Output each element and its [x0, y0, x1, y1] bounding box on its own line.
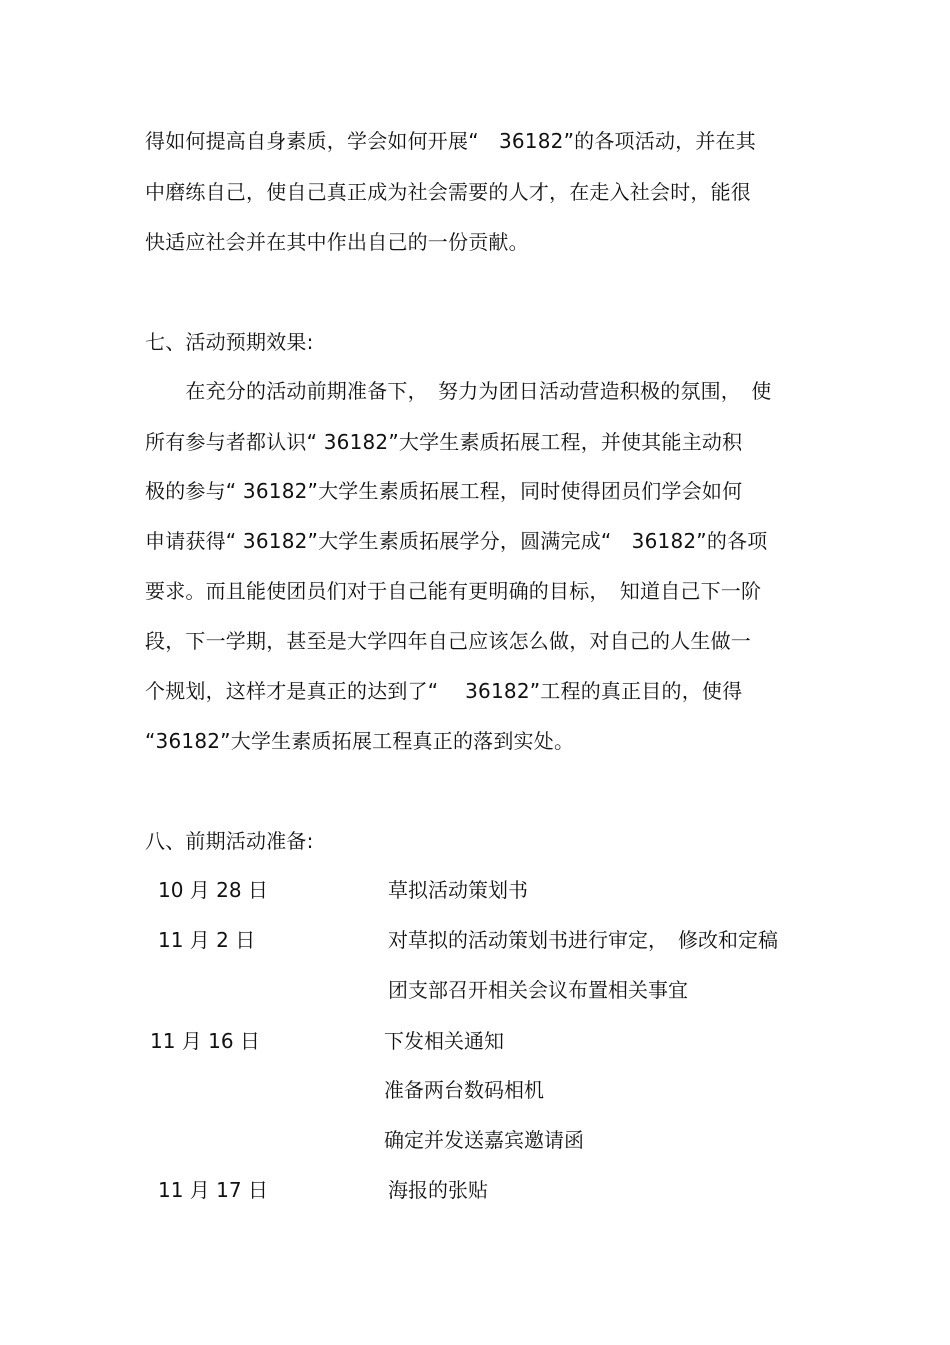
schedule-task: 对草拟的活动策划书进行审定， 修改和定稿	[388, 928, 778, 952]
paragraph-line: 段，下一学期，甚至是大学四年自己应该怎么做，对自己的人生做一	[145, 629, 751, 653]
schedule-task: 草拟活动策划书	[388, 878, 528, 902]
paragraph-line: 个规划，这样才是真正的达到了“ 36182”工程的真正目的，使得	[145, 679, 743, 703]
schedule-date: 11 月 2 日	[158, 928, 256, 952]
paragraph-line: 要求。而且能使团员们对于自己能有更明确的目标， 知道自己下一阶	[145, 579, 762, 603]
paragraph-line: 申请获得“ 36182”大学生素质拓展学分，圆满完成“ 36182”的各项	[145, 529, 768, 553]
paragraph-line: 所有参与者都认识“ 36182”大学生素质拓展工程，并使其能主动积	[145, 430, 743, 454]
section-heading: 八、前期活动准备:	[145, 829, 314, 853]
schedule-task: 团支部召开相关会议布置相关事宜	[388, 978, 688, 1002]
paragraph-line: 中磨练自己，使自己真正成为社会需要的人才，在走入社会时，能很	[145, 180, 751, 204]
schedule-date: 11 月 16 日	[150, 1029, 260, 1053]
schedule-task: 准备两台数码相机	[384, 1078, 544, 1102]
paragraph-line: 在充分的活动前期准备下， 努力为团日活动营造积极的氛围， 使	[145, 379, 772, 403]
paragraph-line: “36182”大学生素质拓展工程真正的落到实处。	[145, 729, 575, 753]
schedule-task: 海报的张贴	[388, 1178, 488, 1202]
section-heading: 七、活动预期效果:	[145, 330, 314, 354]
schedule-task: 确定并发送嘉宾邀请函	[384, 1128, 584, 1152]
paragraph-line: 快适应社会并在其中作出自己的一份贡献。	[145, 230, 529, 254]
schedule-task: 下发相关通知	[384, 1029, 504, 1053]
paragraph-line: 得如何提高自身素质，学会如何开展“ 36182”的各项活动，并在其	[145, 129, 756, 153]
schedule-date: 11 月 17 日	[158, 1178, 268, 1202]
paragraph-line: 极的参与“ 36182”大学生素质拓展工程，同时使得团员们学会如何	[145, 479, 743, 503]
schedule-date: 10 月 28 日	[158, 878, 268, 902]
